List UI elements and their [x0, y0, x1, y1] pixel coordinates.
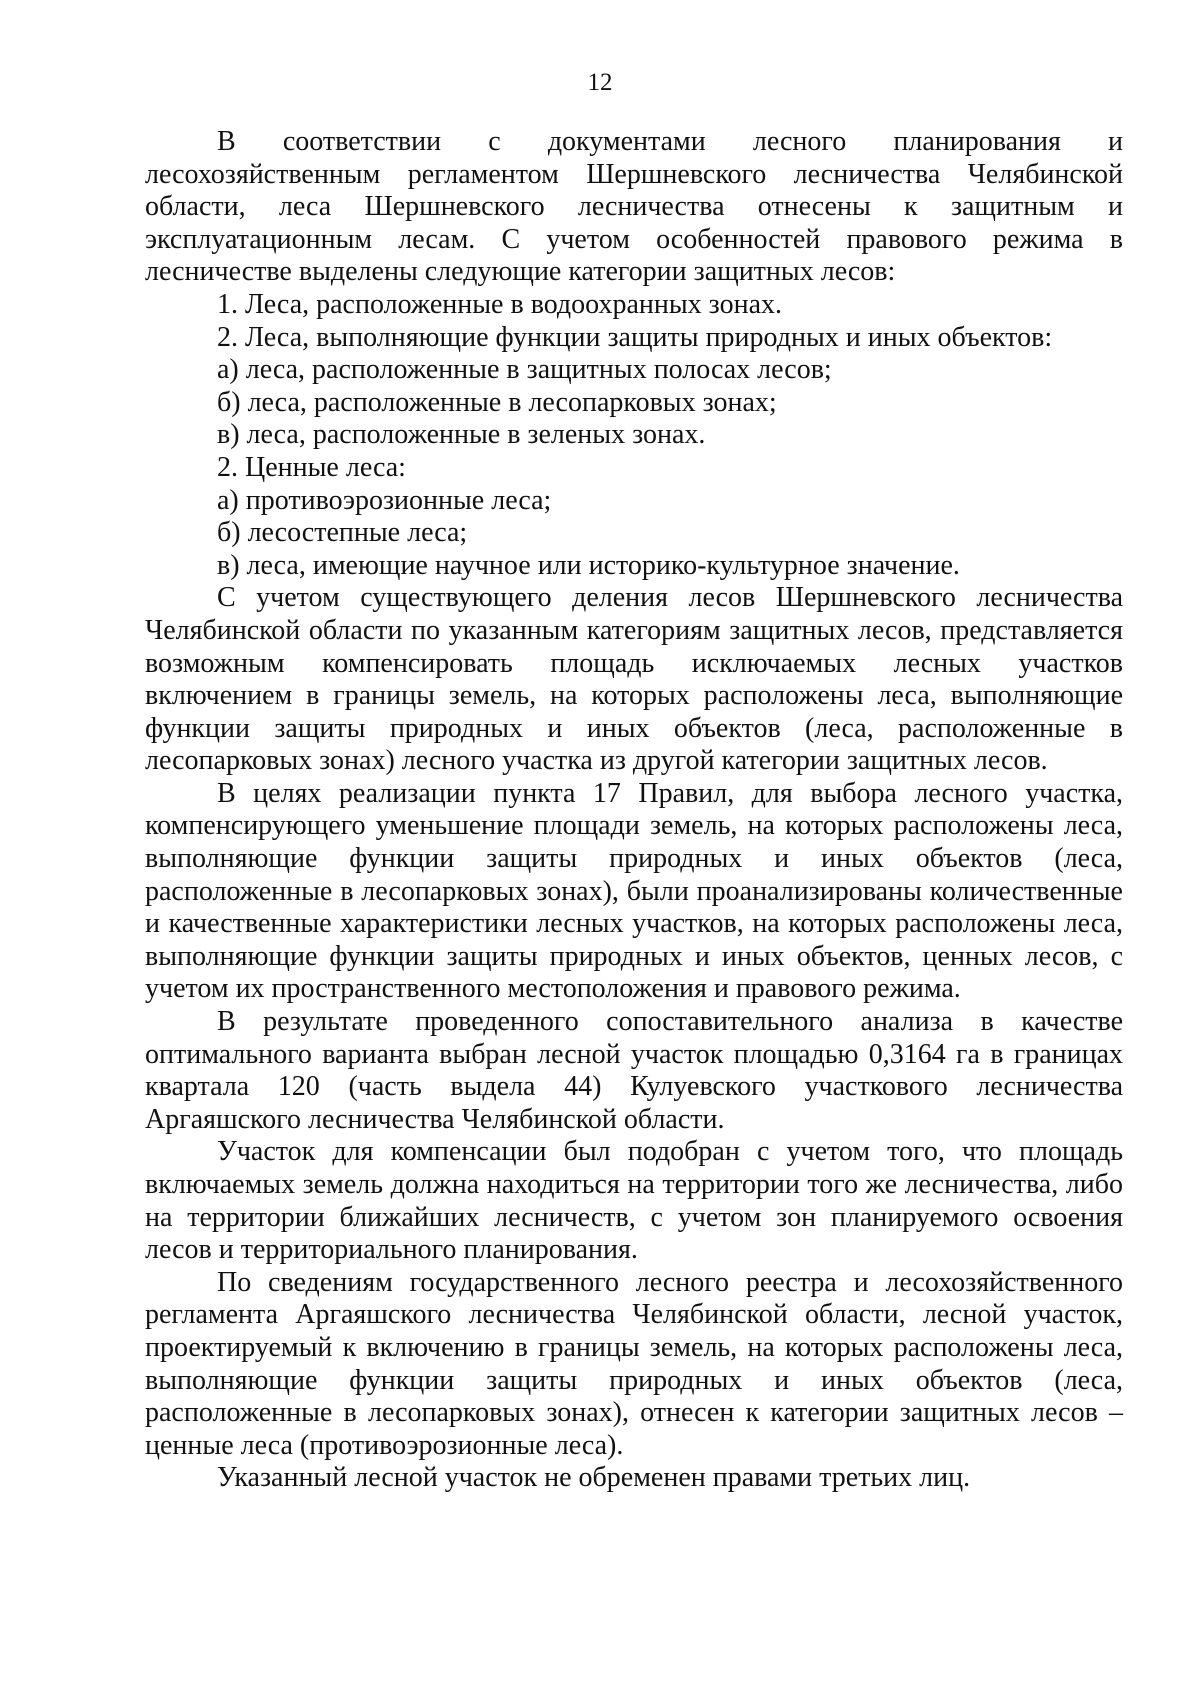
category-list — [145, 289, 1123, 582]
list-item: в) леса, имеющие научное или историко-культурное значение. — [217, 549, 960, 581]
document-body — [145, 126, 1123, 1495]
list-item: в) леса, расположенные в зеленых зонах. — [217, 419, 706, 451]
list-item: 2. Леса, выполняющие функции защиты природных и иных объектов: — [217, 321, 1053, 353]
paragraph-analysis-scope: В целях реализации пункта 17 Правил, для выбора лесного участка, компенсирующего уменьшение площади земель, на которых расположены леса, выполняющие функции защиты природных и иных объектов (леса, расположенные в лесопарковых зонах), были проанализированы количественные и качественные характеристики лесных участков, на которых расположены леса, выполняющие функции защиты природных и иных объектов, ценных лесов, с учетом их пространственного местоположения и правового режима. — [145, 777, 1123, 1005]
paragraph-analysis-result: В результате проведенного сопоставительного анализа в качестве оптимального варианта выбран лесной участок площадью 0,3164 га в границах квартала 120 (часть выдела 44) Кулуевского участкового лесничества Аргаяшского лесничества Челябинской области. — [145, 1006, 1123, 1135]
list-item: б) лесостепные леса; — [217, 517, 468, 549]
paragraph-selection-criteria: Участок для компенсации был подобран с учетом того, что площадь включаемых земель должна находиться на территории того же лесничества, либо на территории ближайших лесничеств, с учетом зон планируемого освоения лесов и территориального планирования. — [145, 1136, 1123, 1266]
list-item: а) противоэрозионные леса; — [217, 484, 552, 516]
list-item: а) леса, расположенные в защитных полосах лесов; — [217, 354, 832, 386]
list-item: 1. Леса, расположенные в водоохранных зонах. — [217, 288, 782, 320]
paragraph-encumbrance: Указанный лесной участок не обременен правами третьих лиц. — [217, 1462, 971, 1494]
paragraph-intro: В соответствии с документами лесного планирования и лесохозяйственным регламентом Шершневского лесничества Челябинской области, леса Шершневского лесничества отнесены к защитным и эксплуатационным лесам. С учетом особенностей правового режима в лесничестве выделены следующие категории защитных лесов: — [145, 126, 1123, 288]
list-item: б) леса, расположенные в лесопарковых зонах; — [217, 386, 777, 418]
page-number: 12 — [587, 69, 613, 96]
list-item: 2. Ценные леса: — [217, 451, 406, 483]
paragraph-compensation-possibility: С учетом существующего деления лесов Шершневского лесничества Челябинской области по указанным категориям защитных лесов, представляется возможным компенсировать площадь исключаемых лесных участков включением в границы земель, на которых расположены леса, выполняющие функции защиты природных и иных объектов (леса, расположенные в лесопарковых зонах) лесного участка из другой категории защитных лесов. — [145, 582, 1123, 777]
paragraph-registry-info: По сведениям государственного лесного реестра и лесохозяйственного регламента Аргаяшского лесничества Челябинской области, лесной участок, проектируемый к включению в границы земель, на которых расположены леса, выполняющие функции защиты природных и иных объектов (леса, расположенные в лесопарковых зонах), отнесен к категории защитных лесов – ценные леса (противоэрозионные леса). — [145, 1266, 1123, 1461]
